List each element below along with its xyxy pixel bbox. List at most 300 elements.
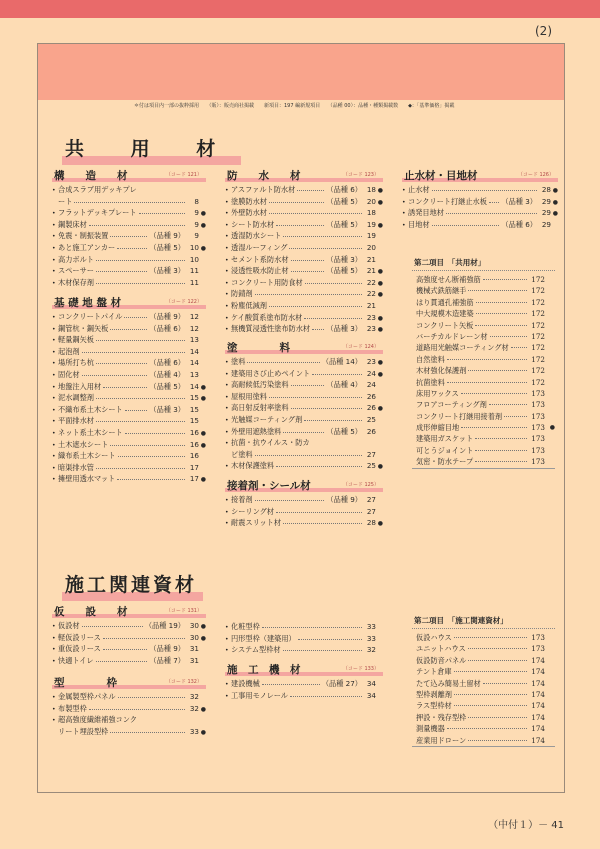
leader-dots [269,301,362,307]
bullet: • [225,520,229,528]
ni-item-name: 仮設ハウス [416,633,452,642]
ni-item-page: 172 [531,343,545,353]
item-page: 26 [366,403,376,413]
item-page: 26 [366,426,376,436]
list-item [52,404,206,416]
bullet: • [52,694,56,701]
leader-dots [468,643,527,649]
leader-dots [283,645,362,651]
item-variety: （品種 9） [149,312,185,321]
leader-dots [96,255,185,261]
list-item [225,184,383,196]
section-kozo [52,168,206,288]
leader-dots [74,197,185,203]
ni-item [412,411,555,422]
title-seko [65,570,197,597]
section-code: （コード 124） [342,344,379,350]
section-shisui [402,168,558,230]
bullet: • [225,681,229,688]
leader-dots [269,197,324,203]
price-mark: ● [200,705,206,713]
bullet: • [52,429,56,437]
item-name: 誘発目地材 [408,208,444,218]
item-variety: （品種 6） [149,358,185,368]
list-item [52,254,206,266]
leader-dots [283,231,362,237]
list-item [52,346,206,358]
leader-dots [110,727,185,733]
leader-dots [96,358,147,364]
bullet: • [52,187,56,194]
price-mark [545,678,555,689]
price-mark: ● [200,383,206,391]
item-variety: （品種 4） [326,380,362,390]
ni-item [412,331,555,342]
bullet: • [52,418,56,426]
leader-dots [283,518,362,524]
leader-dots [283,427,324,433]
leader-dots [110,440,185,446]
price-mark: ● [552,198,558,206]
item-name: アスファルト防水材 [231,185,296,194]
bullet: • [52,244,56,252]
bullet: • [52,221,56,229]
leader-dots [89,220,185,226]
ni-item [412,365,555,376]
item-name: 外壁用遮熱塗料 [231,426,282,436]
section-katawaku [52,675,206,737]
list-item [52,207,206,219]
leader-dots [312,369,362,375]
leader-dots [454,632,527,638]
list-item [225,196,383,208]
section-kasetsu [52,604,206,666]
section-code: （コード 122） [165,299,202,305]
leader-dots [305,278,362,284]
leader-dots [475,433,527,439]
ni-item-page: 173 [531,644,545,654]
item-variety: （品種 3） [149,266,185,276]
price-mark: ● [377,326,383,334]
ni-item-name: コンクリート矢板 [416,320,474,330]
ni-item-page: 173 [531,388,545,398]
item-name: 金属製型枠パネル [58,692,116,701]
price-mark: ● [377,221,383,229]
item-name: 織布系土木シート [58,451,116,461]
list-item [225,265,383,277]
leader-dots [110,231,147,237]
list-item [52,632,206,644]
price-mark [545,297,555,308]
item-page: 10 [189,242,199,252]
leader-dots [432,185,537,191]
list-item [225,644,383,656]
section-title: 防 水 材 [227,170,301,182]
bullet: • [225,244,229,252]
price-mark [545,388,555,399]
item-name: 地盤注入用材 [58,381,102,391]
leader-dots [96,416,185,422]
price-mark [545,331,555,342]
leader-dots [262,622,362,628]
ni-item [412,388,555,399]
ni-item [412,399,555,410]
item-name: ビ塗料 [231,449,253,459]
leader-dots [96,335,185,341]
section-kikai [225,662,383,701]
ni-item-page: 172 [531,366,545,376]
price-mark: ● [377,314,383,322]
item-name: リート埋設型枠 [58,726,109,736]
item-page: 27 [366,506,376,516]
section-code: （コード 131） [165,608,202,614]
item-page: 34 [366,690,376,700]
leader-dots [468,365,527,371]
item-name: 暗渠排水管 [58,462,94,472]
leader-dots [276,507,362,513]
item-page: 29 [541,219,551,229]
list-item [52,184,206,196]
ni-item [412,422,555,433]
section-code: （コード 121） [165,172,202,178]
leader-dots [297,185,324,191]
section-toryo [225,340,383,472]
section-header [52,675,206,689]
leader-dots [468,655,527,661]
section-header [402,168,558,182]
item-name: スペーサー [58,266,94,276]
leader-dots [125,405,148,411]
leader-dots [255,495,325,501]
item-variety: （品種 4） [149,369,185,379]
ni-item-name: 高強度せん断補強筋 [416,275,481,284]
bullet: • [225,256,229,264]
item-name: フラットデッキプレート [58,208,137,218]
title-kyoyo-text: 共 用 材 [65,138,236,160]
price-mark: ● [377,463,383,471]
ni-item-name: はり貫通孔補強筋 [416,297,474,307]
item-name: コンクリート用防食材 [231,277,303,287]
ni-item-page: 174 [531,724,545,734]
item-page: 14 [189,346,199,356]
title-seko-text: 施工関連資材 [65,574,198,596]
page-footer: （中付１）－ 41 [488,820,564,831]
leader-dots [290,691,362,697]
leader-dots [489,197,499,203]
leader-dots [82,370,148,376]
item-page: 27 [366,449,376,459]
leader-dots [432,220,500,226]
list-item [52,369,206,381]
ni-item [412,308,555,319]
list-item [52,427,206,439]
item-name: 光触媒コーティング剤 [231,414,303,424]
item-name: 軽仮設リース [58,632,101,642]
item-variety: （品種 3） [501,196,537,206]
list-item [52,439,206,451]
leader-dots [461,422,527,428]
bullet: • [52,634,56,642]
price-mark: ● [377,370,383,378]
bullet: • [52,279,56,287]
item-page: 32 [366,645,376,655]
ni-item [412,433,555,444]
bullet: • [52,646,56,654]
price-mark [545,354,555,365]
bullet: • [52,657,56,665]
ni-item-page: 172 [531,331,545,341]
ni-item-name: 建築用ガスケット [416,434,474,444]
list-item [225,621,383,633]
price-mark: ● [377,279,383,287]
item-name: 鋼管杭・鋼矢板 [58,323,109,333]
leader-dots [96,266,147,272]
ni-item-name: 機械式鉄筋継手 [416,286,467,296]
list-item [225,506,383,518]
ni-item-page: 173 [531,400,545,410]
ni-item-name: 自然塗料 [416,354,445,364]
item-page: 16 [189,451,199,461]
bullet: • [225,624,229,631]
price-mark: ● [552,187,558,194]
bullet: • [225,440,229,448]
item-variety: （品種 3） [326,254,362,264]
item-variety: （品種 3） [149,404,185,414]
price-mark [545,411,555,422]
item-variety: （品種 6） [326,185,362,194]
item-name: 重仮設リース [58,644,101,654]
item-name: 止水材 [408,185,430,194]
price-mark [545,723,555,734]
item-page: 31 [189,644,199,654]
section-code: （コード 126） [517,172,554,178]
list-item [225,414,383,426]
bullet: • [225,370,229,378]
item-page: 18 [366,208,376,218]
item-name: 抗菌・抗ウイルス・防カ [231,438,310,448]
bullet: • [225,279,229,287]
item-name: コンクリートパイル [58,312,123,321]
bullet: • [225,314,229,322]
section-header [225,340,383,354]
ni-item-page: 172 [531,275,545,284]
list-item [52,473,206,485]
item-page: 33 [366,633,376,643]
section-header [225,168,383,182]
ni-item-page: 174 [531,712,545,722]
list-item [52,311,206,323]
leader-dots [475,320,527,326]
price-mark: ● [377,187,383,194]
header-banner [38,44,564,100]
leader-dots [96,656,148,662]
legend-note: ＊付は項目内一部の抜粋採用 （販）：販売商社掲載 新項目：197 編新規項目 （品種 00）：品種・種類掲載数 ◆：「基準価格」掲載 [134,103,455,109]
price-mark [545,399,555,410]
list-item [52,334,206,346]
leader-dots [461,388,527,394]
bullet: • [225,291,229,299]
price-mark [545,643,555,654]
ni-bottom-rule [412,468,555,469]
bullet: • [402,198,406,206]
leader-dots [447,354,527,360]
leader-dots [82,621,143,627]
bullet: • [52,210,56,218]
leader-dots [291,403,362,409]
bullet: • [52,268,56,276]
ni-item [412,320,555,331]
leader-dots [269,208,362,214]
leader-dots [124,312,147,318]
section-bosui [225,168,383,335]
item-name: 建築用さび止めペイント [231,368,311,378]
item-name: 高耐候低汚染塗料 [231,380,289,390]
list-item [225,300,383,312]
ni-item-name: 仮設防音パネル [416,655,467,665]
bullet: • [225,428,229,436]
ni-item [412,666,555,677]
item-variety: （品種 5） [149,381,185,391]
price-mark: ● [200,210,206,218]
leader-dots [291,266,325,272]
leader-dots [454,689,527,695]
ni-item [412,632,555,643]
leader-dots [276,461,362,467]
list-item [52,655,206,667]
leader-dots [483,274,527,280]
list-item [225,494,383,506]
ni-item [412,735,555,746]
price-mark: ● [377,291,383,299]
section-header [225,662,383,676]
item-page: 30 [189,632,199,642]
list-item [225,368,383,380]
bullet: • [225,359,229,366]
price-mark [545,689,555,700]
section-title: 基 礎 地 盤 材 [54,297,122,309]
ni-item-name: フロアコーティング剤 [416,400,487,410]
list-item [225,379,383,391]
section-misc [225,621,383,656]
item-name: 高日射反射率塗料 [231,403,289,413]
item-page: 16 [189,427,199,437]
item-variety: （品種 9） [149,231,185,241]
bullet: • [225,635,229,643]
ni-item-page: 174 [531,667,545,677]
price-mark: ● [377,359,383,366]
bullet: • [225,326,229,334]
leader-dots [289,243,362,249]
bullet: • [225,497,229,504]
price-mark [545,445,555,456]
ni-item-name: 床用ワックス [416,388,459,398]
section-title: 接着剤・シール材 [227,480,311,492]
item-name: 塗料 [231,357,246,366]
bullet: • [52,325,56,333]
leader-dots [454,666,527,672]
item-name: 超高強度繊維補強コンク [58,715,137,725]
bullet: • [225,233,229,241]
ni-bottom-rule [412,746,555,747]
section-title: 仮 設 材 [54,606,128,618]
list-item [52,219,206,231]
item-page: 18 [366,185,376,194]
leader-dots [504,411,527,417]
item-name: 透湿防水シート [231,231,282,241]
item-name: 木材保護塗料 [231,461,275,471]
leader-dots [476,308,527,314]
ni-item [412,354,555,365]
price-mark: ● [200,244,206,252]
price-mark [545,456,555,467]
item-name: 粉塵低減剤 [231,300,267,310]
section-code: （コード 125） [342,482,379,488]
list-item [225,426,383,438]
leader-dots [110,324,147,330]
bullet: • [225,463,229,471]
list-item [225,633,383,645]
item-page: 15 [189,404,199,414]
list-item [225,449,383,461]
ni-header: 第二項目 「共用材」 [414,258,486,267]
item-page: 29 [541,208,551,218]
list-item [225,288,383,300]
item-name: 鋼製床材 [58,219,87,229]
bullet: • [52,395,56,403]
item-variety: （品種 27） [321,679,362,688]
bullet: • [52,337,56,345]
ni-item-page: 173 [531,434,545,444]
leader-dots [118,692,185,698]
list-item [402,196,558,208]
leader-dots [489,399,527,405]
item-page: 20 [366,196,376,206]
bullet: • [225,302,229,310]
leader-dots [298,634,362,640]
item-name: 合成スラブ用デッキプレ [58,185,137,194]
item-page: 28 [541,185,551,194]
item-name: 高力ボルト [58,254,94,264]
item-page: 31 [189,655,199,665]
section-title: 塗 料 [227,342,290,354]
item-name: 建設機械 [231,679,260,688]
price-mark: ● [377,405,383,413]
leader-dots [304,415,362,421]
list-item [52,196,206,208]
ni-item-page: 173 [531,445,545,455]
item-name: コンクリート打継止水板 [408,196,487,206]
price-mark [545,274,555,285]
list-item [402,184,558,196]
item-page: 22 [366,277,376,287]
leader-dots [103,382,147,388]
item-variety: （品種 14） [321,357,362,366]
bullet: • [225,210,229,218]
ni-item-page: 174 [531,678,545,688]
leader-dots [255,450,362,456]
bullet: • [225,221,229,229]
item-name: 透湿ルーフィング [231,242,288,252]
price-mark [545,666,555,677]
section-code: （コード 132） [165,679,202,685]
leader-dots [483,678,527,684]
list-item [52,357,206,369]
ni-item [412,700,555,711]
item-page: 15 [189,416,199,426]
ni-item-page: 172 [531,297,545,307]
list-item [52,691,206,703]
item-variety: （品種 5） [326,426,362,436]
